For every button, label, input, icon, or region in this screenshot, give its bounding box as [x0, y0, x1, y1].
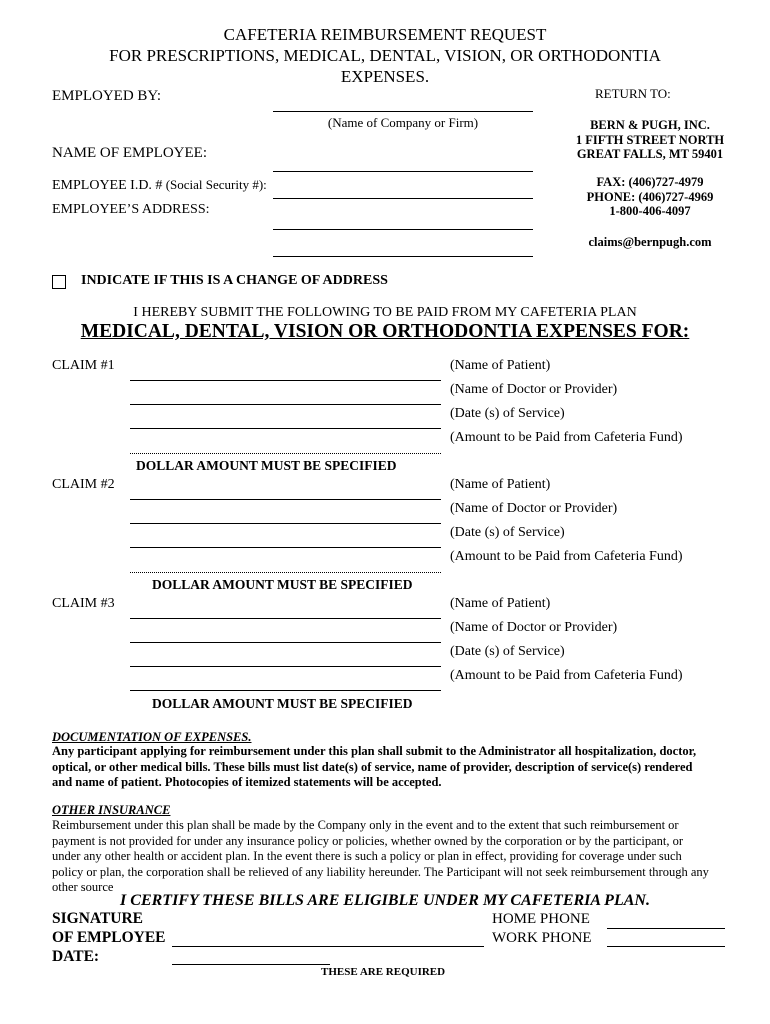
- claim-2-provider-label: (Name of Doctor or Provider): [450, 501, 618, 516]
- claim-3-patient-label: (Name of Patient): [450, 596, 551, 611]
- required-note: THESE ARE REQUIRED: [321, 966, 446, 978]
- address-line-1[interactable]: [273, 229, 533, 230]
- employee-name-label: NAME OF EMPLOYEE:: [52, 145, 208, 161]
- return-fax: FAX: (406)727-4979: [596, 175, 704, 189]
- claim-2-dollar-note: DOLLAR AMOUNT MUST BE SPECIFIED: [152, 577, 413, 592]
- claim-1-patient-label: (Name of Patient): [450, 358, 551, 373]
- address-line-2[interactable]: [273, 256, 533, 257]
- claim-3-amount-line[interactable]: [130, 690, 441, 691]
- date-line[interactable]: [172, 964, 330, 965]
- other-insurance-line-3: under any other health or accident plan. In the event there is such a policy or plan in effect, providing for coverage under such: [52, 849, 682, 863]
- claim-2-amount-label: (Amount to be Paid from Cafeteria Fund): [450, 549, 683, 564]
- signature-line[interactable]: [172, 946, 484, 947]
- claim-3-label: CLAIM #3: [52, 596, 115, 611]
- employed-by-label: EMPLOYED BY:: [52, 88, 162, 104]
- other-insurance-line-1: Reimbursement under this plan shall be made by the Company only in the event and to the extent that such reimbursement or: [52, 818, 679, 832]
- claim-2-label: CLAIM #2: [52, 477, 115, 492]
- return-street: 1 FIFTH STREET NORTH: [575, 132, 725, 147]
- company-name-line[interactable]: [273, 111, 533, 112]
- claim-1-amount-line[interactable]: [130, 453, 441, 454]
- documentation-line-2: optical, or other medical bills. These bills must list date(s) of service, name of provider, description of service(s) rendered: [52, 759, 693, 774]
- submit-statement: I HEREBY SUBMIT THE FOLLOWING TO BE PAID FROM MY CAFETERIA PLAN: [133, 305, 637, 320]
- claim-3-provider-label: (Name of Doctor or Provider): [450, 620, 618, 635]
- documentation-line-1: Any participant applying for reimbursement under this plan shall submit to the Administrator all hospitalization, doctor,: [52, 744, 697, 758]
- return-contact-block: [520, 175, 770, 219]
- claim-2-patient-line[interactable]: [130, 499, 441, 500]
- claim-1-provider-line[interactable]: [130, 404, 441, 405]
- documentation-text: [52, 744, 722, 791]
- employee-id-label: [52, 177, 267, 194]
- date-label: DATE:: [52, 948, 100, 965]
- other-insurance-line-4: policy or plan, the corporation shall be relieved of any liability hereunder. The Participant will not seek reimbursement through any: [52, 864, 709, 879]
- claim-3-amount-label: (Amount to be Paid from Cafeteria Fund): [450, 668, 683, 683]
- claim-1-dollar-note: DOLLAR AMOUNT MUST BE SPECIFIED: [136, 458, 397, 473]
- claim-1-amount-label: (Amount to be Paid from Cafeteria Fund): [450, 430, 683, 445]
- change-of-address-label: INDICATE IF THIS IS A CHANGE OF ADDRESS: [81, 273, 388, 288]
- other-insurance-heading: OTHER INSURANCE: [52, 803, 171, 817]
- claim-2-provider-line[interactable]: [130, 523, 441, 524]
- other-insurance-line-5: other source: [52, 880, 114, 894]
- other-insurance-text: [52, 818, 722, 896]
- home-phone-line[interactable]: [607, 928, 725, 929]
- claim-3-provider-line[interactable]: [130, 642, 441, 643]
- claim-2-date-label: (Date (s) of Service): [450, 525, 565, 540]
- return-tollfree: 1-800-406-4097: [609, 204, 691, 218]
- claim-3-patient-line[interactable]: [130, 618, 441, 619]
- home-phone-label: HOME PHONE: [492, 911, 590, 927]
- documentation-heading: DOCUMENTATION OF EXPENSES.: [52, 730, 252, 744]
- claim-1-patient-line[interactable]: [130, 380, 441, 381]
- return-phone: PHONE: (406)727-4969: [586, 189, 714, 204]
- claim-3-date-line[interactable]: [130, 666, 441, 667]
- claim-2-amount-line[interactable]: [130, 572, 441, 573]
- change-of-address-checkbox[interactable]: [52, 275, 66, 289]
- form-title-line3: EXPENSES.: [340, 67, 430, 86]
- claim-1-date-label: (Date (s) of Service): [450, 406, 565, 421]
- employee-id-hint: (Social Security #):: [165, 177, 267, 192]
- expenses-heading: MEDICAL, DENTAL, VISION OR ORTHODONTIA EXPENSES FOR:: [80, 321, 690, 342]
- signature-label: SIGNATURE: [52, 910, 144, 927]
- claim-1-label: CLAIM #1: [52, 358, 115, 373]
- claim-3-date-label: (Date (s) of Service): [450, 644, 565, 659]
- work-phone-line[interactable]: [607, 946, 725, 947]
- return-address-block: [520, 118, 770, 162]
- employee-address-label: EMPLOYEE’S ADDRESS:: [52, 202, 210, 217]
- other-insurance-line-2: payment is not provided for under any insurance policy or policies, whether owned by the corporation or by the participant, or: [52, 833, 684, 848]
- return-email: claims@bernpugh.com: [588, 235, 712, 249]
- documentation-line-3: and name of patient. Photocopies of itemized statements will be accepted.: [52, 775, 442, 789]
- claim-2-date-line[interactable]: [130, 547, 441, 548]
- claim-3-dollar-note: DOLLAR AMOUNT MUST BE SPECIFIED: [152, 696, 413, 711]
- claim-2-patient-label: (Name of Patient): [450, 477, 551, 492]
- certify-statement: I CERTIFY THESE BILLS ARE ELIGIBLE UNDER MY CAFETERIA PLAN.: [120, 892, 650, 909]
- employee-id-label-text: EMPLOYEE I.D. #: [52, 178, 163, 193]
- form-title-line1: CAFETERIA REIMBURSEMENT REQUEST: [223, 25, 547, 44]
- return-city: GREAT FALLS, MT 59401: [576, 147, 724, 161]
- return-company: BERN & PUGH, INC.: [590, 118, 710, 132]
- claim-1-provider-label: (Name of Doctor or Provider): [450, 382, 618, 397]
- return-to-label: RETURN TO:: [595, 86, 671, 101]
- work-phone-label: WORK PHONE: [492, 930, 592, 946]
- company-name-hint: (Name of Company or Firm): [327, 115, 479, 130]
- claim-1-date-line[interactable]: [130, 428, 441, 429]
- employee-name-line[interactable]: [273, 171, 533, 172]
- of-employee-label: OF EMPLOYEE: [52, 929, 166, 946]
- employee-id-line[interactable]: [273, 198, 533, 199]
- form-title-line2: FOR PRESCRIPTIONS, MEDICAL, DENTAL, VISION, OR ORTHODONTIA: [109, 46, 661, 65]
